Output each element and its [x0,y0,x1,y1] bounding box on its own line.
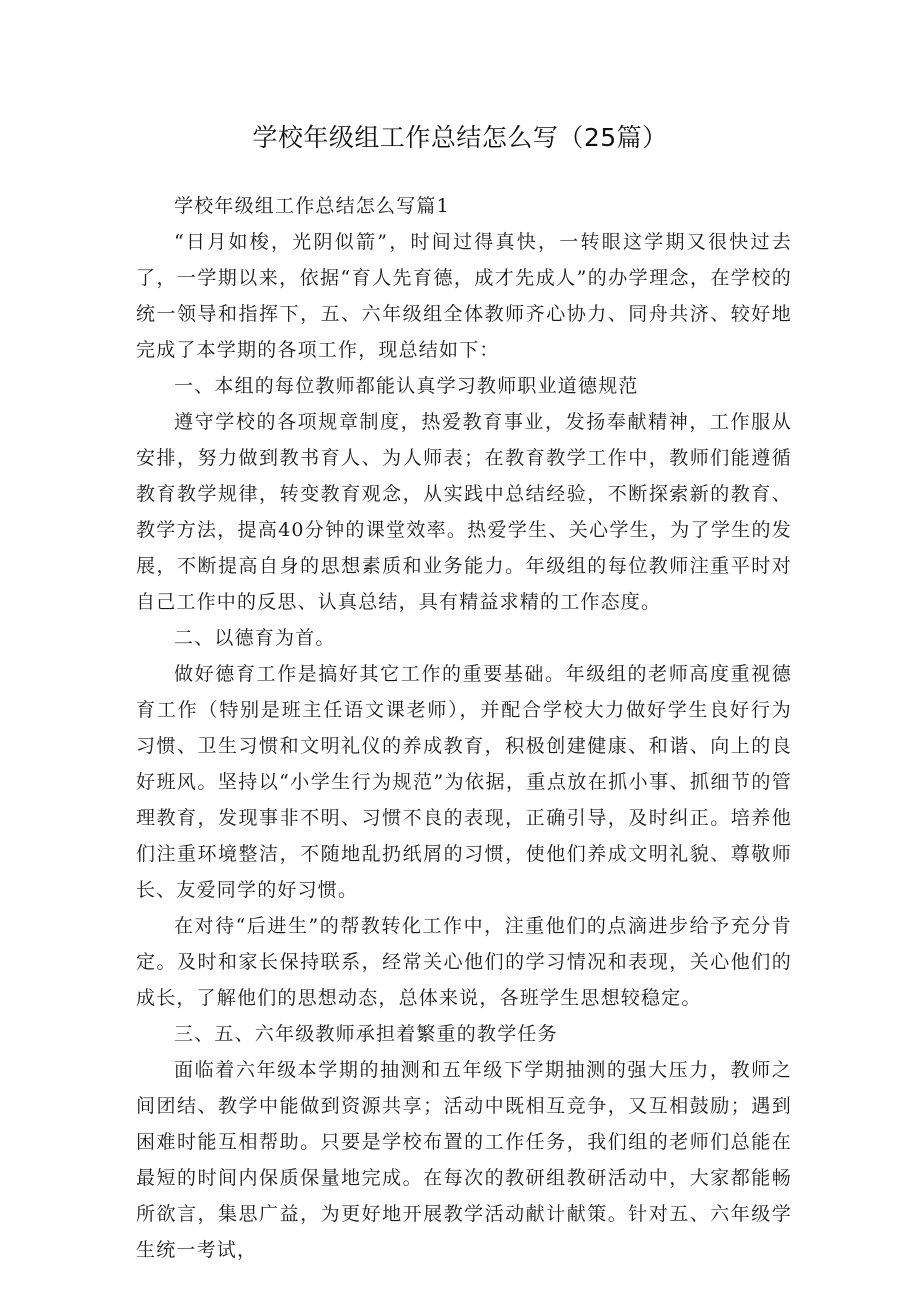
document-body [136,188,792,1268]
section-subtitle: 学校年级组工作总结怎么写篇1 [174,195,450,217]
paragraph-intro: “日月如梭，光阴似箭”，时间过得真快，一转眼这学期又很快过去了，一学期以来，依据“育人先育德，成才先成人”的办学理念，在学校的统一领导和指挥下，五、六年级组全体教师齐心协力、同舟共济、较好地完成了本学期的各项工作，现总结如下： [136,231,792,361]
paragraph-moral-education: 做好德育工作是搞好其它工作的重要基础。年级组的老师高度重视德育工作（特别是班主任语文课老师），并配合学校大力做好学生良好行为习惯、卫生习惯和文明礼仪的养成教育，积极创建健康、和谐、向上的良好班风。坚持以“小学生行为规范”为依据，重点放在抓小事、抓细节的管理教育，发现事非不明、习惯不良的表现，正确引导，及时纠正。培养他们注重环境整洁，不随地乱扔纸屑的习惯，使他们养成文明礼貌、尊敬师长、友爱同学的好习惯。 [136,663,792,901]
section-heading-1: 一、本组的每位教师都能认真学习教师职业道德规范 [174,375,639,397]
paragraph-ethics: 遵守学校的各项规章制度，热爱教育事业，发扬奉献精神，工作服从安排，努力做到教书育人、为人师表；在教育教学工作中，教师们能遵循教育教学规律，转变教育观念，从实践中总结经验，不断探索新的教育、教学方法，提高40分钟的课堂效率。热爱学生、关心学生，为了学生的发展，不断提高自身的思想素质和业务能力。年级组的每位教师注重平时对自己工作中的反思、认真总结，具有精益求精的工作态度。 [136,411,792,613]
section-heading-2: 二、以德育为首。 [174,627,336,649]
paragraph-struggling-students: 在对待“后进生”的帮教转化工作中，注重他们的点滴进步给予充分肯定。及时和家长保持联系，经常关心他们的学习情况和表现，关心他们的成长，了解他们的思想动态，总体来说，各班学生思想较稳定。 [136,915,792,1009]
document-title: 学校年级组工作总结怎么写（25篇） [252,123,668,152]
paragraph-teaching-tasks: 面临着六年级本学期的抽测和五年级下学期抽测的强大压力，教师之间团结、教学中能做到资源共享；活动中既相互竞争，又互相鼓励；遇到困难时能互相帮助。只要是学校布置的工作任务，我们组的老师们总能在最短的时间内保质保量地完成。在每次的教研组教研活动中，大家都能畅所欲言，集思广益，为更好地开展教学活动献计献策。针对五、六年级学生统一考试， [136,1059,792,1261]
section-heading-3: 三、五、六年级教师承担着繁重的教学任务 [174,1023,558,1045]
